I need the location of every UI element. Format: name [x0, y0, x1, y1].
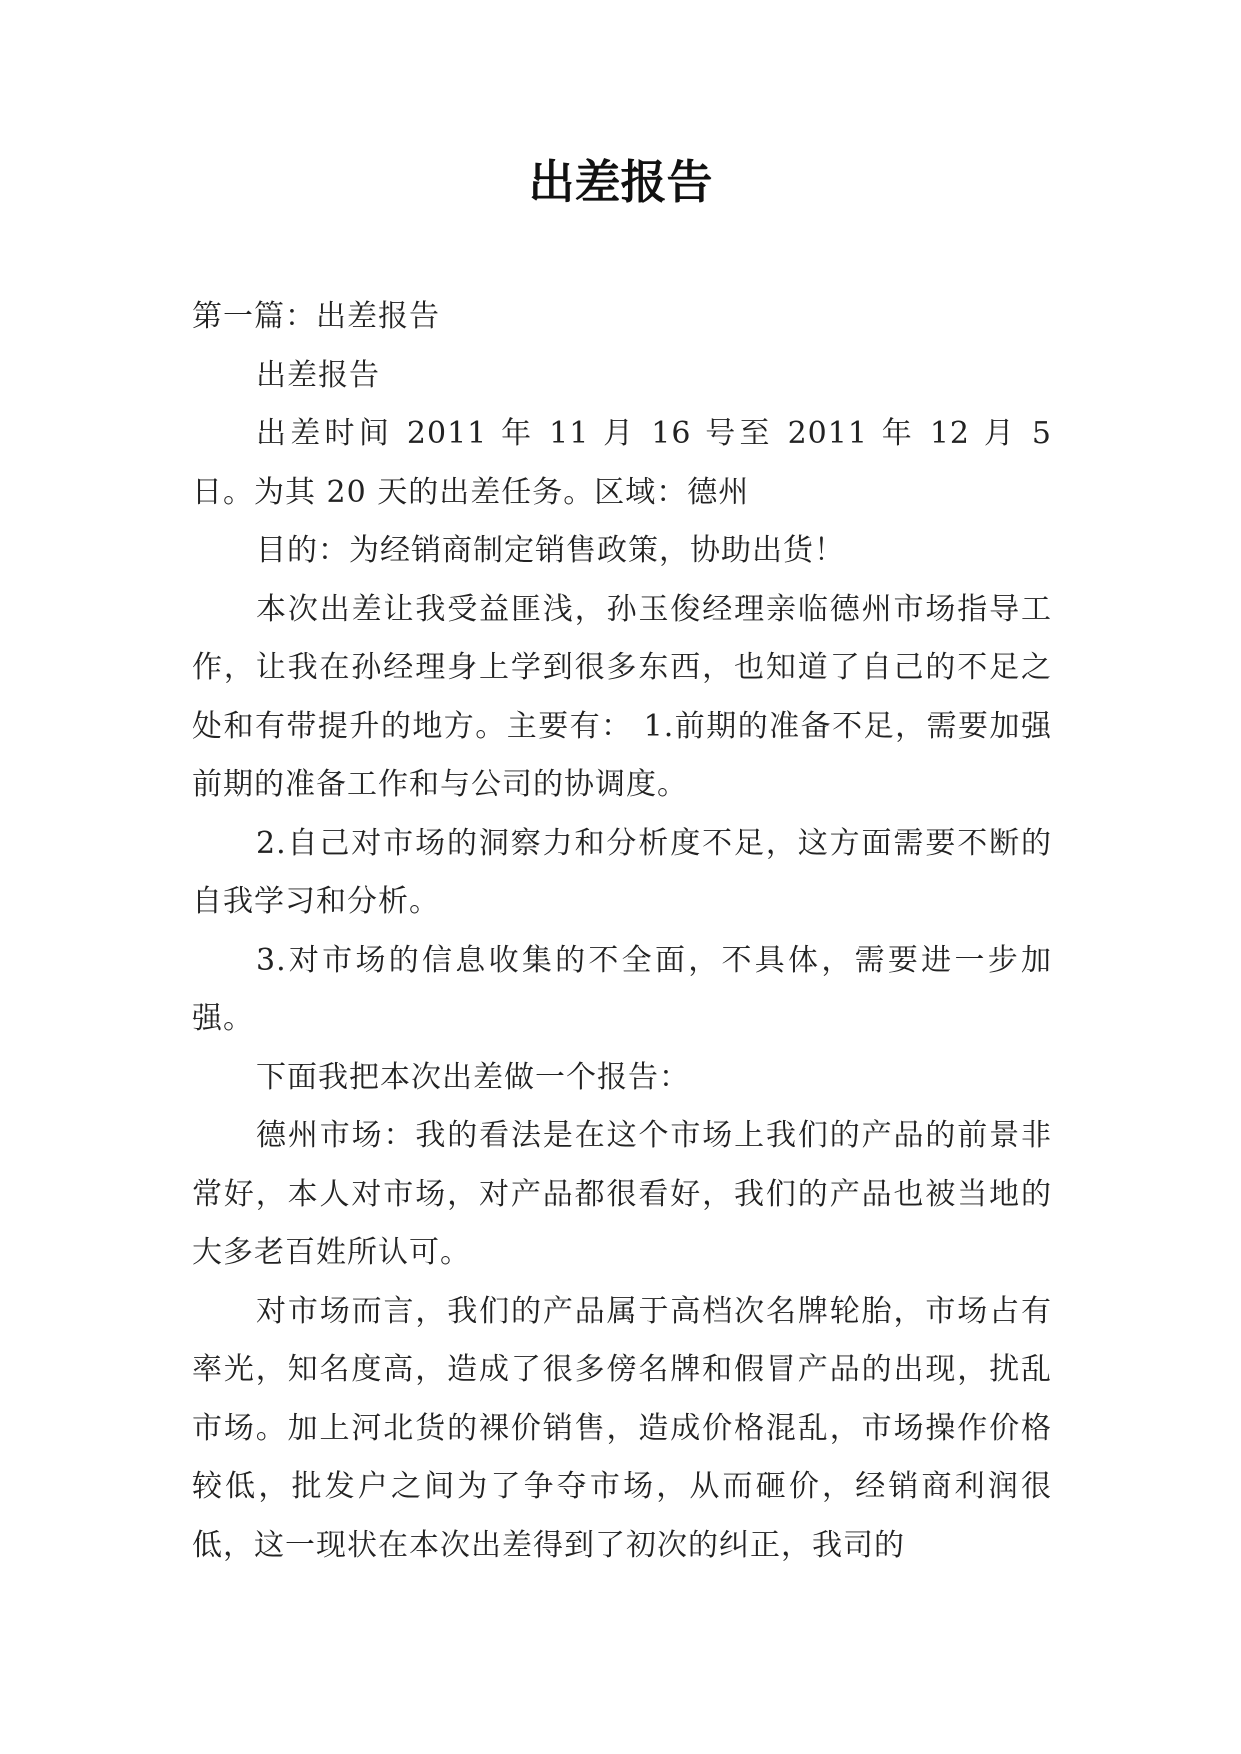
paragraph-summary: 本次出差让我受益匪浅，孙玉俊经理亲临德州市场指导工作，让我在孙经理身上学到很多东西，也知道了自己的不足之处和有带提升的地方。主要有： 1.前期的准备不足，需要加强前期的准备工作和与公司的协调度。	[192, 591, 1052, 802]
paragraph-purpose: 目的：为经销商制定销售政策，协助出货！	[256, 533, 845, 568]
document-body	[192, 288, 1052, 1575]
report-subtitle: 出差报告	[256, 357, 380, 393]
paragraph-point-2: 2.自己对市场的洞察力和分析度不足，这方面需要不断的自我学习和分析。	[192, 825, 1052, 919]
section-heading: 第一篇：出差报告	[192, 299, 440, 334]
paragraph-dezhou-market: 德州市场：我的看法是在这个市场上我们的产品的前景非常好，本人对市场，对产品都很看好，我们的产品也被当地的大多老百姓所认可。	[192, 1118, 1052, 1270]
paragraph-trip-time: 出差时间 2011 年 11 月 16 号至 2011 年 12 月 5 日。为其 20 天的出差任务。区域：德州	[192, 416, 1052, 510]
paragraph-report-intro: 下面我把本次出差做一个报告：	[256, 1059, 690, 1095]
document-title: 出差报告	[528, 155, 713, 209]
paragraph-point-3: 3.对市场的信息收集的不全面，不具体，需要进一步加强。	[192, 942, 1052, 1036]
paragraph-market-analysis: 对市场而言，我们的产品属于高档次名牌轮胎，市场占有率光，知名度高，造成了很多傍名牌和假冒产品的出现，扰乱市场。加上河北货的裸价销售，造成价格混乱，市场操作价格较低，批发户之间为了争夺市场，从而砸价，经销商利润很低，这一现状在本次出差得到了初次的纠正，我司的	[192, 1293, 1052, 1563]
